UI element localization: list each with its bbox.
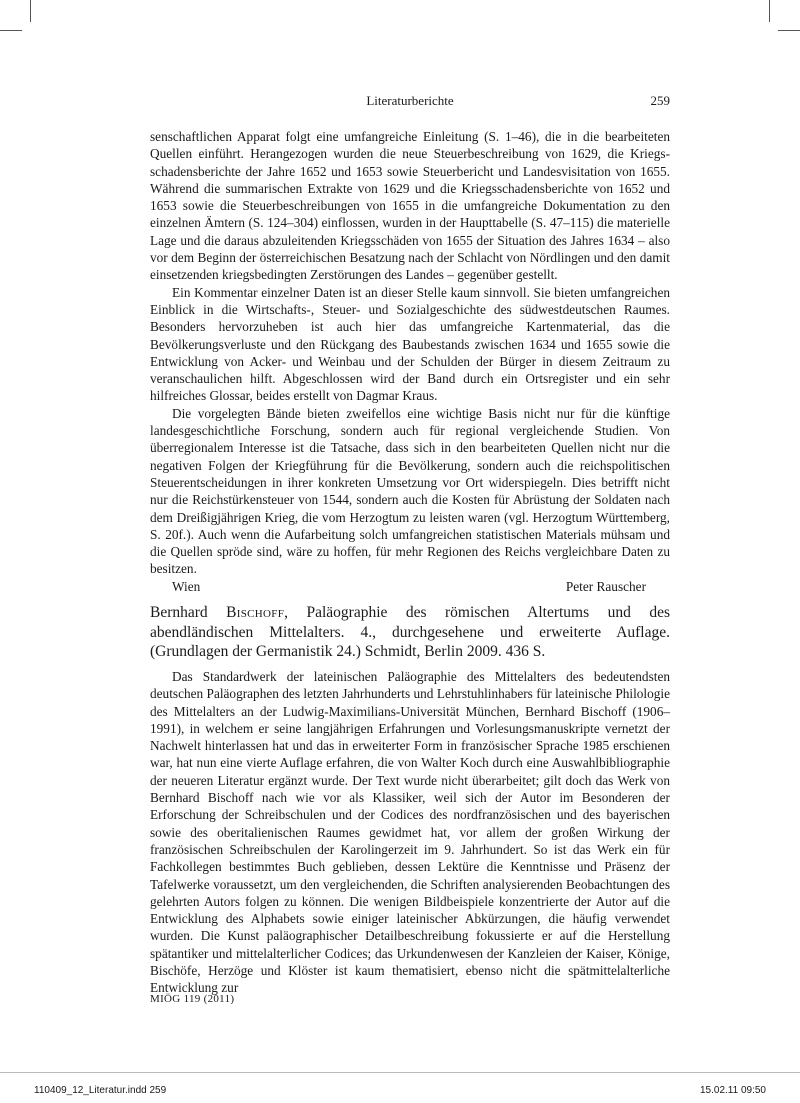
journal-footer: MIÖG 119 (2011) (150, 993, 235, 1005)
previous-review-continuation (150, 128, 670, 595)
review-signoff (150, 578, 670, 595)
paragraph: Das Standardwerk der lateinischen Paläographie des Mittelalters des bedeutendsten deutschen Paläographen des letzten Jahrhunderts und Lehrstuhlinhabers für lateinische Philologie des Mittelalters an der Ludwig-Maximilians-Universität München, Bernhard Bischoff (1906–1991), in welchem er seine langjährigen Erfahrungen und Vorlesungsmanuskripte vernetzt der Nachwelt hinterlassen hat und das in erweiterter Form in französischer Sprache 1985 erschienen war, hat nun eine vierte Auflage erfahren, die von Walter Koch durch eine Auswahlbibliographie der neueren Literatur ergänzt wurde. Der Text wurde nicht überarbeitet; gilt doch das Werk von Bernhard Bischoff nach wie vor als Klassiker, weil sich der Autor im Besonderen der Erforschung der Schreibschulen und der Codices des nordfranzösischen und des bayerischen sowie des oberitalienischen Raumes gewidmet hat, vor allem der großen Wirkung der französischen Schreibschulen der Karolingerzeit im 9. Jahrhundert. So ist das Werk ein für Fachkollegen bestimmtes Buch geblieben, dessen Lektüre die Kenntnisse und Präsenz der Tafelwerke voraussetzt, um den vergleichenden, die Schriften analysierenden Beobachtungen des gelehrten Autors folgen zu können. Die wenigen Bildbeispiele konzentrierte der Autor auf die Entwicklung des Alphabets sowie einiger lateinischer Abkürzungen, die häufig verwendet wurden. Die Kunst paläographischer Detailbeschreibung fokussierte er auf die Herstellung spätantiker und mittelalterlicher Codices; das Urkundenwesen der Kanzleien der Kaiser, Könige, Bischöfe, Herzöge und Klöster ist kaum thematisiert, ebenso nicht die spätmittelalterliche Entwicklung zur (150, 669, 670, 996)
paragraph: Ein Kommentar einzelner Daten ist an dieser Stelle kaum sinnvoll. Sie bieten umfangreichen Einblick in die Wirtschafts-, Steuer- und Sozialgeschichte des südwestdeutschen Raumes. Besonders hervorzuheben ist auch hier das umfangreiche Kartenmaterial, das die Bevölkerungsverluste und den Rückgang des Baubestands zwischen 1634 und 1655 sowie die Entwicklung von Acker- und Weinbau und der Schulden der Bürger in diesem Zeitraum zu veranschaulichen hilft. Abgeschlossen wird der Band durch ein Ortsregister und ein sehr hilfreiches Glossar, beides erstellt von Dagmar Kraus. (150, 284, 670, 404)
slug-timestamp: 15.02.11 09:50 (700, 1085, 766, 1096)
slug-divider (0, 1072, 800, 1073)
book-citation-heading (150, 603, 670, 662)
paragraph: Die vorgelegten Bände bieten zweifellos eine wichtige Basis nicht nur für die künftige landesgeschichtliche Forschung, sondern auch für regional vergleichende Studien. Von überregionalem Interesse ist die Tatsache, dass sich in den bearbeiteten Quellen nicht nur die negativen Folgen der Kriegführung für die Bevölkerung, sondern auch die reichspolitischen Steuerentscheidungen in ihrer konkreten Umsetzung vor Ort widerspiegeln. Dies betrifft nicht nur die Reichstürkensteuer von 1544, sondern auch die Kosten für Abrüstung der Soldaten nach dem Dreißigjährigen Krieg, die vom Herzogtum zu leisten waren (vgl. Herzogtum Württemberg, S. 20f.). Auch wenn die Aufarbeitung solch umfangreichen statistischen Materials mühsam und die Quellen spröde sind, wäre zu hoffen, für mehr Regionen des Reichs vergleichbare Daten zu besitzen. (150, 405, 670, 577)
slug-filename: 110409_12_Literatur.indd 259 (34, 1085, 167, 1096)
author-first-name: Bernhard (150, 604, 208, 621)
review-body (150, 668, 670, 997)
page-number: 259 (650, 93, 670, 108)
running-head: Literaturberichte (366, 93, 454, 108)
paragraph: senschaftlichen Apparat folgt eine umfangreiche Einleitung (S. 1–46), die in die bearbeiteten Quellen einführt. Herangezogen wurden die neue Steuerbeschreibung von 1629, die Kriegsschadensberichte der Jahre 1652 und 1653 sowie Steuerbericht und Landesvisitation von 1655. Während die summarischen Extrakte von 1629 und die Kriegsschadensberichte von 1652 und 1653 sowie die Steuerbeschreibungen von 1655 in die umfangreiche Dokumentation zu den einzelnen Ämtern (S. 124–304) einflossen, wurden in der Haupttabelle (S. 47–115) die materielle Lage und die daraus abzuleitenden Kriegsschäden von 1655 der Situation des Jahres 1634 – also vor dem Beginn der österreichischen Besatzung nach der Schlacht von Nördlingen und den damit einsetzenden kriegsbedingten Zerstörungen des Landes – gegenüber gestellt. (150, 129, 670, 283)
crop-mark-top-right (769, 0, 770, 22)
crop-mark-top-left (30, 0, 31, 22)
page-header (150, 93, 670, 113)
author-last-name: Bischoff (226, 604, 285, 621)
crop-mark-top-right-h (778, 30, 800, 31)
reviewer-name: Peter Rauscher (565, 578, 646, 594)
review-place: Wien (172, 578, 201, 594)
book-citation: , Paläographie des römischen Altertums und des abendländischen Mittelalters. 4., durchgesehene und erweiterte Auflage. (Grundlagen der Germanistik 24.) Schmidt, Berlin 2009. 436 S. (150, 604, 670, 660)
crop-mark-top-left-h (0, 30, 22, 31)
